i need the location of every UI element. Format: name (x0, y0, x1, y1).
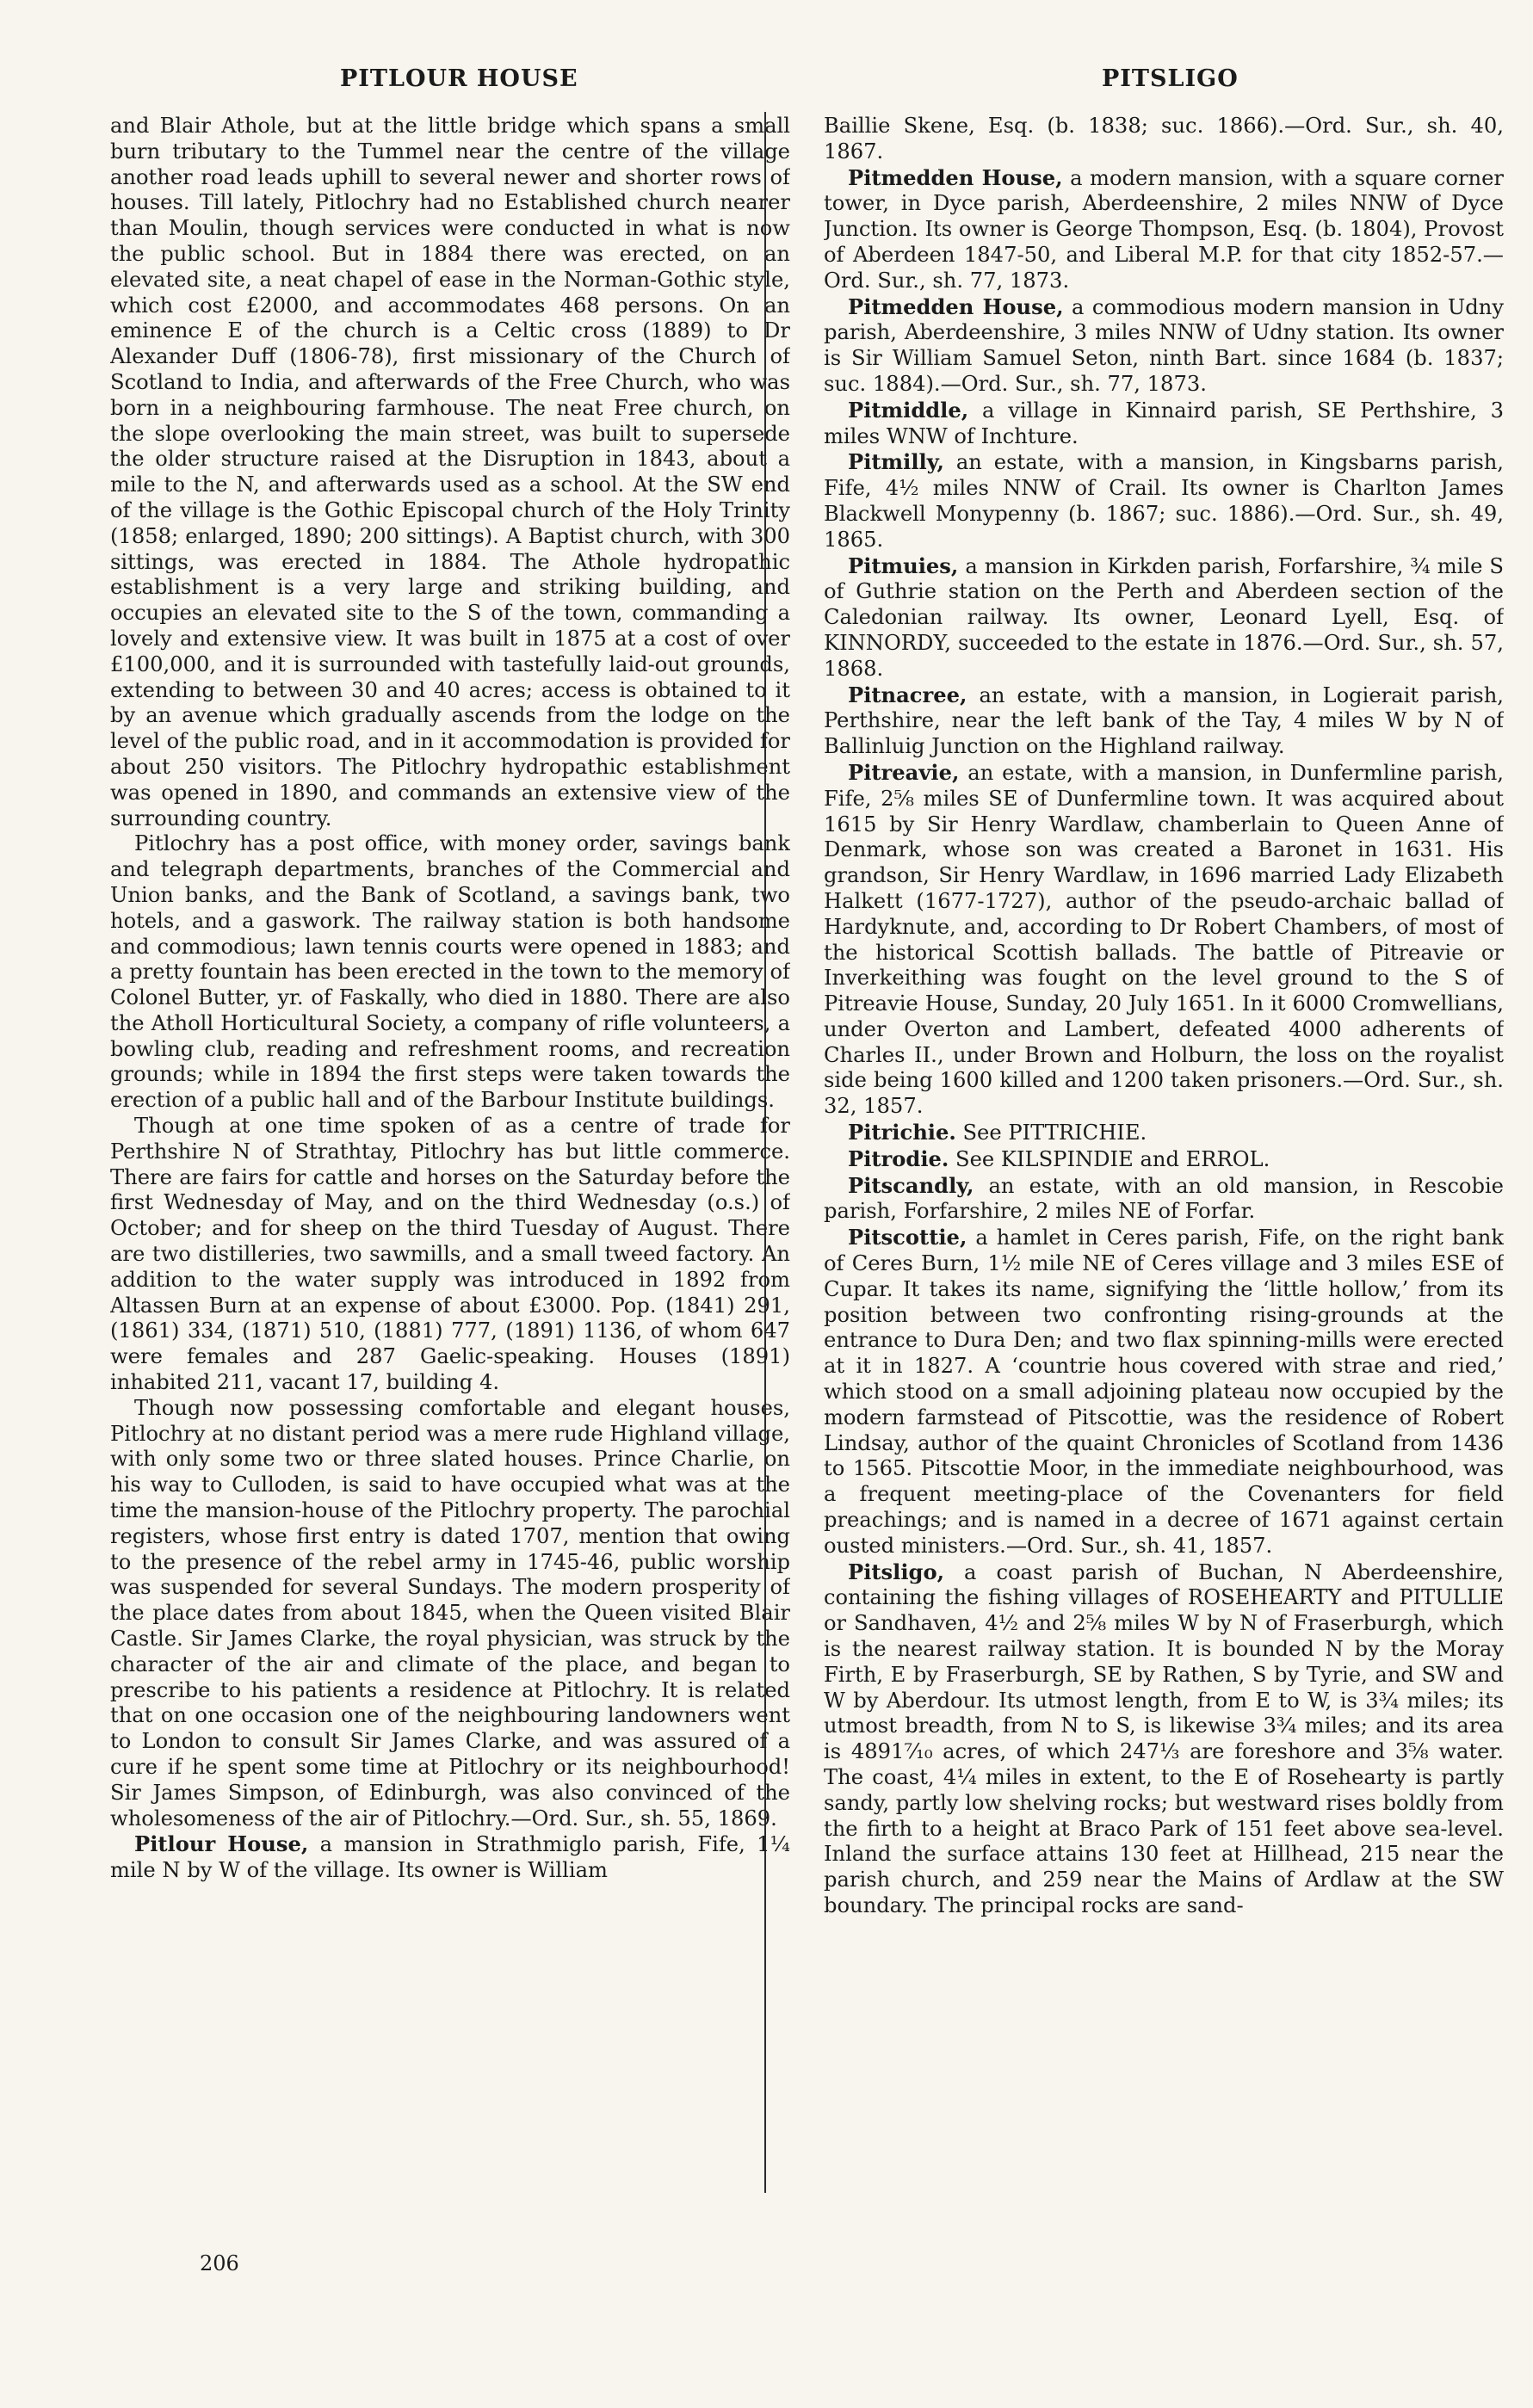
running-header-right: PITSLIGO (1102, 65, 1239, 92)
entry (824, 165, 1504, 294)
entry (824, 1120, 1504, 1146)
entry-text: a mansion in Strathmiglo parish, Fife, 1¼ mile N by W of the village. Its owner is William (110, 1832, 790, 1883)
page-number: 206 (200, 2251, 239, 2275)
left-column (110, 114, 790, 2248)
entry-text: a mansion in Kirkden parish, Forfarshire, ¾ mile S of Guthrie station on the Perth and Aberdeen section of the Caledonian railway. Its owner, Leonard Lyell, Esq. of KINNORDY, succeeded to the estate in 1876.—Ord. Sur., sh. 57, 1868. (824, 553, 1504, 681)
paragraph-text: Baillie Skene, Esq. (b. 1838; suc. 1866).—Ord. Sur., sh. 40, 1867. (824, 114, 1504, 164)
entry (824, 449, 1504, 553)
entry-headword: Pitnacree, (848, 682, 967, 707)
entry-headword: Pitlour House, (134, 1831, 309, 1857)
entry (824, 1146, 1504, 1173)
entry-headword: Pitmedden House, (848, 293, 1064, 319)
entry-text: an estate, with a mansion, in Logierait parish, Perthshire, near the left bank of the Tay, 4 miles W by N of Ballinluig Junction on the Highland railway. (824, 682, 1504, 759)
entry-text: a village in Kinnaird parish, SE Perthshire, 3 miles WNW of Inchture. (824, 398, 1504, 448)
entry-text: a coast parish of Buchan, N Aberdeenshire, containing the fishing villages of ROSEHEARTY and PITULLIE or Sandhaven, 4½ and 2⅝ miles W by N of Fraserburgh, which is the nearest railway station. It is bounded N by the Moray Firth, E by Fraserburgh, SE by Rathen, S by Tyrie, and SW and W by Aberdour. Its utmost length, from E to W, is 3¾ miles; its utmost breadth, from N to S, is likewise 3¾ miles; and its area is 4891⁷⁄₁₀ acres, of which 247⅓ are foreshore and 3⅝ water. The coast, 4¼ miles in extent, to the E of Rosehearty is partly sandy, partly low shelving rocks; but westward rises boldly from the firth to a height at Braco Park of 151 feet above sea-level. Inland the surface attains 130 feet at Hillhead, 215 near the parish church, and 259 near the Mains of Ardlaw at the SW boundary. The principal rocks are sand- (824, 1559, 1504, 1917)
paragraph (110, 114, 790, 831)
paragraph-text: Though now possessing comfortable and elegant houses, Pitlochry at no distant period was a mere rude Highland village, with only some two or three slated houses. Prince Charlie, on his way to Culloden, is said to have occupied what was at the time the mansion-house of the Pitlochry property. The parochial registers, whose first entry is dated 1707, mention that owing to the presence of the rebel army in 1745-46, public worship was suspended for several Sundays. The modern prosperity of the place dates from about 1845, when the Queen visited Blair Castle. Sir James Clarke, the royal physician, was struck by the character of the air and climate of the place, and began to prescribe to his patients a residence at Pitlochry. It is related that on one occasion one of the neighbouring landowners went to London to consult Sir James Clarke, and was assured of a cure if he spent some time at Pitlochry or its neighbourhood! Sir James Simpson, of Edinburgh, was also convinced of the wholesomeness of the air of Pitlochry.—Ord. Sur., sh. 55, 1869. (110, 1395, 790, 1831)
entry (110, 1831, 790, 1884)
entry-text: a commodious modern mansion in Udny parish, Aberdeenshire, 3 miles NNW of Udny station. Its owner is Sir William Samuel Seton, ninth Bart. since 1684 (b. 1837; suc. 1884).—Ord. Sur., sh. 77, 1873. (824, 294, 1504, 396)
entry (824, 294, 1504, 398)
entry-text: an estate, with a mansion, in Kingsbarns parish, Fife, 4½ miles NNW of Crail. Its owner is Charlton James Blackwell Monypenny (b. 1867; suc. 1886).—Ord. Sur., sh. 49, 1865. (824, 450, 1504, 552)
entry (824, 760, 1504, 1120)
paragraph (110, 1396, 790, 1832)
paragraph (110, 1114, 790, 1396)
paragraph (110, 831, 790, 1114)
entry-headword: Pitmilly, (848, 449, 944, 475)
running-header-left: PITLOUR HOUSE (340, 65, 578, 92)
entry-headword: Pitmiddle, (848, 397, 969, 423)
entry (824, 398, 1504, 450)
entry-headword: Pitmedden House, (848, 164, 1063, 190)
entry-headword: Pitmuies, (848, 553, 959, 578)
entry (824, 682, 1504, 760)
entry-headword: Pitreavie, (848, 759, 960, 785)
entry-text: an estate, with a mansion, in Dunfermline parish, Fife, 2⅝ miles SE of Dunfermline town. It was acquired about 1615 by Sir Henry Wardlaw, chamberlain to Queen Anne of Denmark, whose son was created a Baronet in 1631. His grandson, Sir Henry Wardlaw, in 1696 married Lady Elizabeth Halkett (1677-1727), author of the pseudo-archaic ballad of Hardyknute, and, according to Dr Robert Chambers, of most of the historical Scottish ballads. The battle of Pitreavie or Inverkeithing was fought on the level ground to the S of Pitreavie House, Sunday, 20 July 1651. In it 6000 Cromwellians, under Overton and Lambert, defeated 4000 adherents of Charles II., under Brown and Holburn, the loss on the royalist side being 1600 killed and 1200 taken prisoners.—Ord. Sur., sh. 32, 1857. (824, 760, 1504, 1119)
entry-text: a hamlet in Ceres parish, Fife, on the right bank of Ceres Burn, 1½ mile NE of Ceres village and 3 miles ESE of Cupar. It takes its name, signifying the ‘little hollow,’ from its position between two confronting rising-grounds at the entrance to Dura Den; and two flax spinning-mills were erected at it in 1827. A ‘countrie hous covered with strae and ried,’ which stood on a small adjoining plateau now occupied by the modern farmstead of Pitscottie, was the residence of Robert Lindsay, author of the quaint Chronicles of Scotland from 1436 to 1565. Pitscottie Moor, in the immediate neighbourhood, was a frequent meeting-place of the Covenanters for field preachings; and is named in a decree of 1671 against certain ousted ministers.—Ord. Sur., sh. 41, 1857. (824, 1226, 1504, 1558)
paragraph-text: Pitlochry has a post office, with money order, savings bank and telegraph departments, branches of the Commercial and Union banks, and the Bank of Scotland, a savings bank, two hotels, and a gaswork. The railway station is both handsome and commodious; lawn tennis courts were opened in 1883; and a pretty fountain has been erected in the town to the memory of Colonel Butter, yr. of Faskally, who died in 1880. There are also the Atholl Horticultural Society, a company of rifle volunteers, a bowling club, reading and refreshment rooms, and recreation grounds; while in 1894 the first steps were taken towards the erection of a public hall and of the Barbour Institute buildings. (110, 831, 790, 1113)
entry (824, 553, 1504, 682)
entry (824, 1225, 1504, 1559)
paragraph (824, 114, 1504, 165)
entry-text: an estate, with an old mansion, in Rescobie parish, Forfarshire, 2 miles NE of Forfar. (824, 1173, 1504, 1224)
entry-headword: Pitscandly, (848, 1172, 974, 1198)
entry (824, 1173, 1504, 1226)
entry-headword: Pitsligo, (848, 1559, 945, 1584)
entry-headword: Pitscottie, (848, 1225, 967, 1250)
paragraph-text: Though at one time spoken of as a centre of trade for Perthshire N of Strathtay, Pitlochry has but little commerce. There are fairs for cattle and horses on the Saturday before the first Wednesday of May, and on the third Wednesday (o.s.) of October; and for sheep on the third Tuesday of August. There are two distilleries, two sawmills, and a small tweed factory. An addition to the water supply was introduced in 1892 from Altassen Burn at an expense of about £3000. Pop. (1841) 291, (1861) 334, (1871) 510, (1881) 777, (1891) 1136, of whom 647 were females and 287 Gaelic-speaking. Houses (1891) inhabited 211, vacant 17, building 4. (110, 1114, 790, 1395)
entry-text: See PITTRICHIE. (955, 1121, 1147, 1145)
entry-headword: Pitrichie. (848, 1120, 956, 1145)
entry-text: a modern mansion, with a square corner tower, in Dyce parish, Aberdeenshire, 2 miles NNW of Dyce Junction. Its owner is George Thompson, Esq. (b. 1804), Provost of Aberdeen 1847-50, and Liberal M.P. for that city 1852-57.—Ord. Sur., sh. 77, 1873. (824, 165, 1504, 293)
entry-headword: Pitrodie. (848, 1145, 949, 1171)
paragraph-text: and Blair Athole, but at the little bridge which spans a small burn tributary to the Tummel near the centre of the village another road leads uphill to several newer and shorter rows of houses. Till lately, Pitlochry had no Established church nearer than Moulin, though services were conducted in what is now the public school. But in 1884 there was erected, on an elevated site, a neat chapel of ease in the Norman-Gothic style, which cost £2000, and accommodates 468 persons. On an eminence E of the church is a Celtic cross (1889) to Dr Alexander Duff (1806-78), first missionary of the Church of Scotland to India, and afterwards of the Free Church, who was born in a neighbouring farmhouse. The neat Free church, on the slope overlooking the main street, was built to supersede the older structure raised at the Disruption in 1843, about a mile to the N, and afterwards used as a school. At the SW end of the village is the Gothic Episcopal church of the Holy Trinity (1858; enlarged, 1890; 200 sittings). A Baptist church, with 300 sittings, was erected in 1884. The Athole hydropathic establishment is a very large and striking building, and occupies an elevated site to the S of the town, commanding a lovely and extensive view. It was built in 1875 at a cost of over £100,000, and it is surrounded with tastefully laid-out grounds, extending to between 30 and 40 acres; access is obtained to it by an avenue which gradually ascends from the lodge on the level of the public road, and in it accommodation is provided for about 250 visitors. The Pitlochry hydropathic establishment was opened in 1890, and commands an extensive view of the surrounding country. (110, 114, 790, 830)
entry (824, 1559, 1504, 1919)
right-column (824, 114, 1504, 2248)
entry-text: See KILSPINDIE and ERROL. (949, 1146, 1270, 1171)
